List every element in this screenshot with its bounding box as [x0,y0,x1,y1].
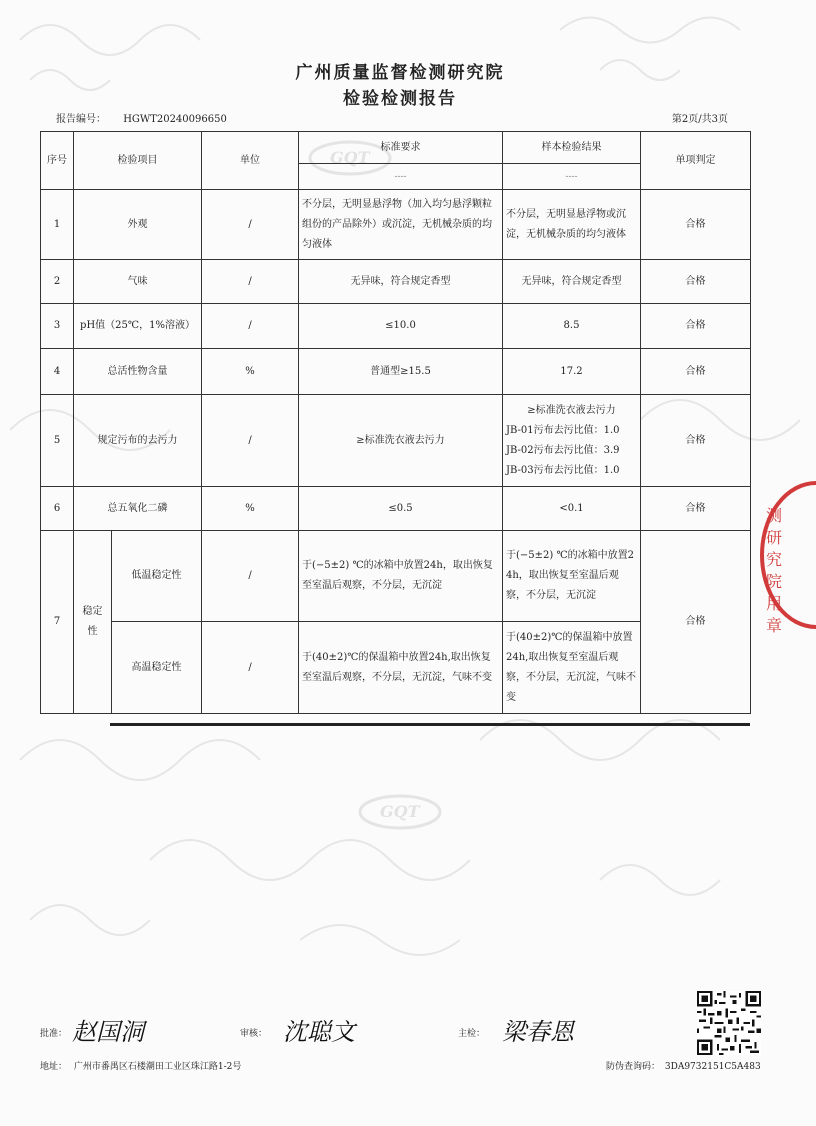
row-seq: 6 [41,487,74,531]
row-unit: / [202,531,299,622]
row-judgement: 合格 [641,531,751,714]
row-standard: 于(40±2)℃的保温箱中放置24h,取出恢复至室温后观察，不分层，无沉淀，气味不变 [299,622,503,714]
watermark-text-top: GQT [330,148,370,167]
row-unit: / [202,622,299,714]
row-result: 17.2 [503,349,641,395]
header-result-sub: ---- [503,164,641,190]
row-standard: 不分层，无明显悬浮物（加入均匀悬浮颗粒组份的产品除外）或沉淀，无机械杂质的均匀液体 [299,190,503,260]
row-standard: 无异味，符合规定香型 [299,260,503,304]
address [40,1059,241,1072]
result-line: JB-01污布去污比值：1.0 [506,424,620,436]
result-line: JB-03污布去污比值：1.0 [506,464,620,476]
row-seq: 4 [41,349,74,395]
report-number-value: HGWT20240096650 [123,114,227,125]
row-result: 不分层，无明显悬浮物或沉淀，无机械杂质的均匀液体 [503,190,641,260]
row-item: 低温稳定性 [112,531,202,622]
row-seq: 7 [41,531,74,714]
table-row [41,190,751,260]
header-judgement: 单项判定 [641,132,751,190]
row-judgement: 合格 [641,304,751,349]
row-result: <0.1 [503,487,641,531]
table-row [41,260,751,304]
header-item: 检验项目 [74,132,202,190]
row-unit: / [202,260,299,304]
row-result: 8.5 [503,304,641,349]
address-label: 地址： [40,1062,68,1072]
review-label: 审核： [240,1029,268,1039]
row-item: 外观 [74,190,202,260]
header-seq: 序号 [41,132,74,190]
row-unit: % [202,349,299,395]
row-unit: / [202,190,299,260]
inspection-table [40,131,751,714]
row-result [503,395,641,487]
row-result: 于(40±2)℃的保温箱中放置24h,取出恢复至室温后观察，不分层，无沉淀，气味不变 [503,622,641,714]
approve-signature: 赵国洞 [72,1018,144,1046]
header-unit: 单位 [202,132,299,190]
report-number [56,110,227,125]
watermark-text-bottom: GQT [380,802,420,821]
approve-label: 批准： [40,1029,68,1039]
row-item: pH值（25℃，1%溶液） [74,304,202,349]
row-item: 高温稳定性 [112,622,202,714]
report-number-label: 报告编号： [56,114,106,125]
row-unit: % [202,487,299,531]
header-result: 样本检验结果 [503,132,641,164]
row-judgement: 合格 [641,487,751,531]
end-rule [110,723,750,726]
row-item: 总活性物含量 [74,349,202,395]
table-row [41,487,751,531]
row-judgement: 合格 [641,349,751,395]
result-line: JB-02污布去污比值：3.9 [506,444,620,456]
report-title: 检验检测报告 [343,89,457,109]
row-unit: / [202,395,299,487]
address-value: 广州市番禺区石楼潮田工业区珠江路1-2号 [73,1062,242,1072]
row-unit: / [202,304,299,349]
inspect-signature: 梁春恩 [502,1018,574,1046]
row-seq: 2 [41,260,74,304]
row-item: 总五氧化二磷 [74,487,202,531]
row-result: 于(−5±2) ℃的冰箱中放置24h，取出恢复至室温后观察，不分层，无沉淀 [503,531,641,622]
stamp-text: 测研究院 用章 [766,506,783,635]
anti-fake-label: 防伪查询码： [606,1062,661,1072]
row-result: 无异味，符合规定香型 [503,260,641,304]
anti-fake-code: 3DA9732151C5A483 [664,1062,761,1072]
inspect-label: 主检： [458,1029,486,1039]
row-item: 气味 [74,260,202,304]
row-seq: 1 [41,190,74,260]
review-signature: 沈聪文 [283,1018,355,1046]
table-row [41,349,751,395]
page-info: 第2页/共3页 [671,114,728,125]
row-standard: ≤10.0 [299,304,503,349]
row-judgement: 合格 [641,190,751,260]
row-seq: 5 [41,395,74,487]
row-standard: ≤0.5 [299,487,503,531]
row-judgement: 合格 [641,260,751,304]
row-group: 稳定性 [74,531,112,714]
row-seq: 3 [41,304,74,349]
header-standard: 标准要求 [299,132,503,164]
row-standard: 普通型≥15.5 [299,349,503,395]
row-item: 规定污布的去污力 [74,395,202,487]
row-judgement: 合格 [641,395,751,487]
header-standard-sub: ---- [299,164,503,190]
result-line: ≥标准洗衣液去污力 [527,404,616,416]
table-row [41,304,751,349]
row-standard: 于(−5±2) ℃的冰箱中放置24h，取出恢复至室温后观察，不分层，无沉淀 [299,531,503,622]
table-row [41,531,751,622]
qr-code [697,991,761,1055]
organization-name: 广州质量监督检测研究院 [295,63,505,83]
row-standard: ≥标准洗衣液去污力 [299,395,503,487]
anti-fake [606,1059,761,1072]
table-row [41,395,751,487]
